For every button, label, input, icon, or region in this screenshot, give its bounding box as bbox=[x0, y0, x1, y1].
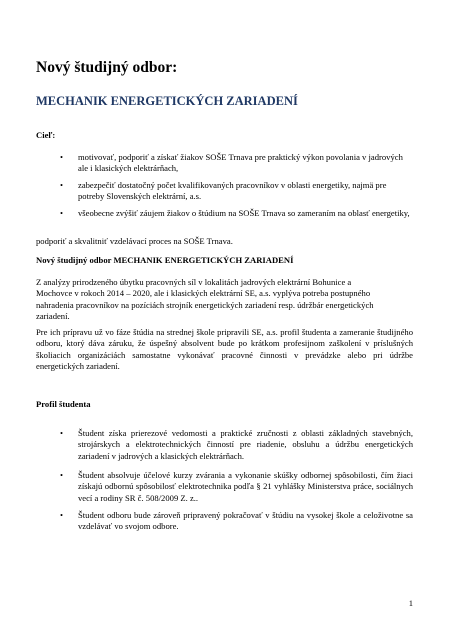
profil-bullet-3: Študent odboru bude zároveň pripravený pokračovať v štúdiu na vysokej škole a celoživotne sa vzdelávať vo svojom odbore. bbox=[78, 510, 413, 532]
ciel-closing: podporiť a skvalitniť vzdelávací proces na SOŠE Trnava. bbox=[36, 236, 233, 246]
paragraph-preparation: Pre ich prípravu už vo fáze štúdia na strednej škole pripravili SE, a.s. profil študenta a zameranie študijného odboru, ktorý dáva záruku, že úspešný absolvent bude po krátkom profesijnom zaškolení v príslušných školiacich organizáciách samostatne vykonávať pracovné činnosti v prevádzke alebo pri údržbe energetických zariadení. bbox=[36, 327, 413, 372]
bullet-icon: • bbox=[60, 428, 64, 438]
ciel-bullet-3: všeobecne zvýšiť záujem žiakov o štúdium na SOŠE Trnava so zameraním na oblasť energetiky, bbox=[78, 208, 410, 218]
page-subtitle: MECHANIK ENERGETICKÝCH ZARIADENÍ bbox=[36, 94, 298, 108]
bullet-icon: • bbox=[60, 510, 64, 520]
page-title: Nový študijný odbor: bbox=[36, 59, 178, 76]
ciel-bullet-1: motivovať, podporiť a získať žiakov SOŠE Trnava pre praktický výkon povolania v jadrových ale i klasických elektrárňach, bbox=[78, 152, 403, 174]
ciel-heading: Cieľ: bbox=[36, 130, 56, 140]
bullet-icon: • bbox=[60, 180, 64, 190]
profil-bullet-2: Študent absolvuje účelové kurzy zvárania a vykonanie skúšky odbornej spôsobilosti, čím žiaci získajú odbornú spôsobilosť elektrotechnika podľa § 21 vyhlášky Ministerstva práce, sociálnych vecí a rodiny SR č. 508/2009 Z. z.. bbox=[78, 470, 413, 503]
bullet-icon: • bbox=[60, 152, 64, 162]
section-heading: Nový študijný odbor MECHANIK ENERGETICKÝCH ZARIADENÍ bbox=[36, 255, 294, 265]
ciel-bullet-2: zabezpečiť dostatočný počet kvalifikovaných pracovníkov v oblasti energetiky, najmä pre potreby Slovenských elektrární, a.s. bbox=[78, 180, 387, 202]
bullet-icon: • bbox=[60, 470, 64, 480]
page-number: 1 bbox=[408, 598, 413, 608]
bullet-icon: • bbox=[60, 208, 64, 218]
paragraph-analysis: Z analýzy prirodzeného úbytku pracovných síl v lokalitách jadrových elektrární Bohunice a Mochovce v rokoch 2014 – 2020, ale i klasických elektrární SE, a.s. vyplýva potreba postupného nahradenia pracovníkov na pozíciách strojník energetických zariadení resp. údržbár energetických zariadení. bbox=[36, 277, 374, 322]
profil-bullet-1: Študent získa prierezové vedomosti a praktické zručnosti z oblasti základných stavebných, strojárskych a elektrotechnických činností pre riadenie, obsluhu a údržbu energetických zariadení v jadrových a klasických elektrárňach. bbox=[78, 428, 413, 461]
profil-heading: Profil študenta bbox=[36, 399, 91, 409]
